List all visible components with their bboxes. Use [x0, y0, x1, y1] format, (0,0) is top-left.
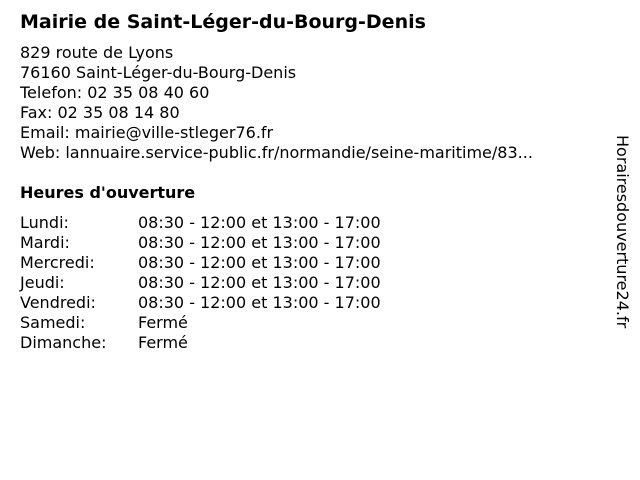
day-label: Lundi:	[20, 213, 69, 232]
day-label: Mardi:	[20, 233, 70, 252]
address-city: 76160 Saint-Léger-du-Bourg-Denis	[20, 63, 297, 82]
opening-hours-heading: Heures d'ouverture	[20, 183, 196, 202]
email-address: Email: mairie@ville-stleger76.fr	[20, 123, 274, 142]
hours-value: 08:30 - 12:00 et 13:00 - 17:00	[138, 293, 381, 312]
day-label: Samedi:	[20, 313, 86, 332]
hours-value: 08:30 - 12:00 et 13:00 - 17:00	[138, 253, 381, 272]
watermark-text: Horairesdouverture24.fr	[613, 135, 632, 329]
fax-number: Fax: 02 35 08 14 80	[20, 103, 180, 122]
day-label: Jeudi:	[20, 273, 65, 292]
hours-value: 08:30 - 12:00 et 13:00 - 17:00	[138, 213, 381, 232]
website-url: Web: lannuaire.service-public.fr/normandie/seine-maritime/83...	[20, 143, 533, 162]
day-label: Dimanche:	[20, 333, 107, 352]
hours-value: Fermé	[138, 333, 188, 352]
phone-number: Telefon: 02 35 08 40 60	[20, 83, 210, 102]
hours-value: Fermé	[138, 313, 188, 332]
hours-value: 08:30 - 12:00 et 13:00 - 17:00	[138, 233, 381, 252]
hours-value: 08:30 - 12:00 et 13:00 - 17:00	[138, 273, 381, 292]
address-street: 829 route de Lyons	[20, 43, 174, 62]
day-label: Mercredi:	[20, 253, 95, 272]
page-title: Mairie de Saint-Léger-du-Bourg-Denis	[20, 11, 426, 33]
contact-info	[20, 43, 533, 163]
day-label: Vendredi:	[20, 293, 96, 312]
